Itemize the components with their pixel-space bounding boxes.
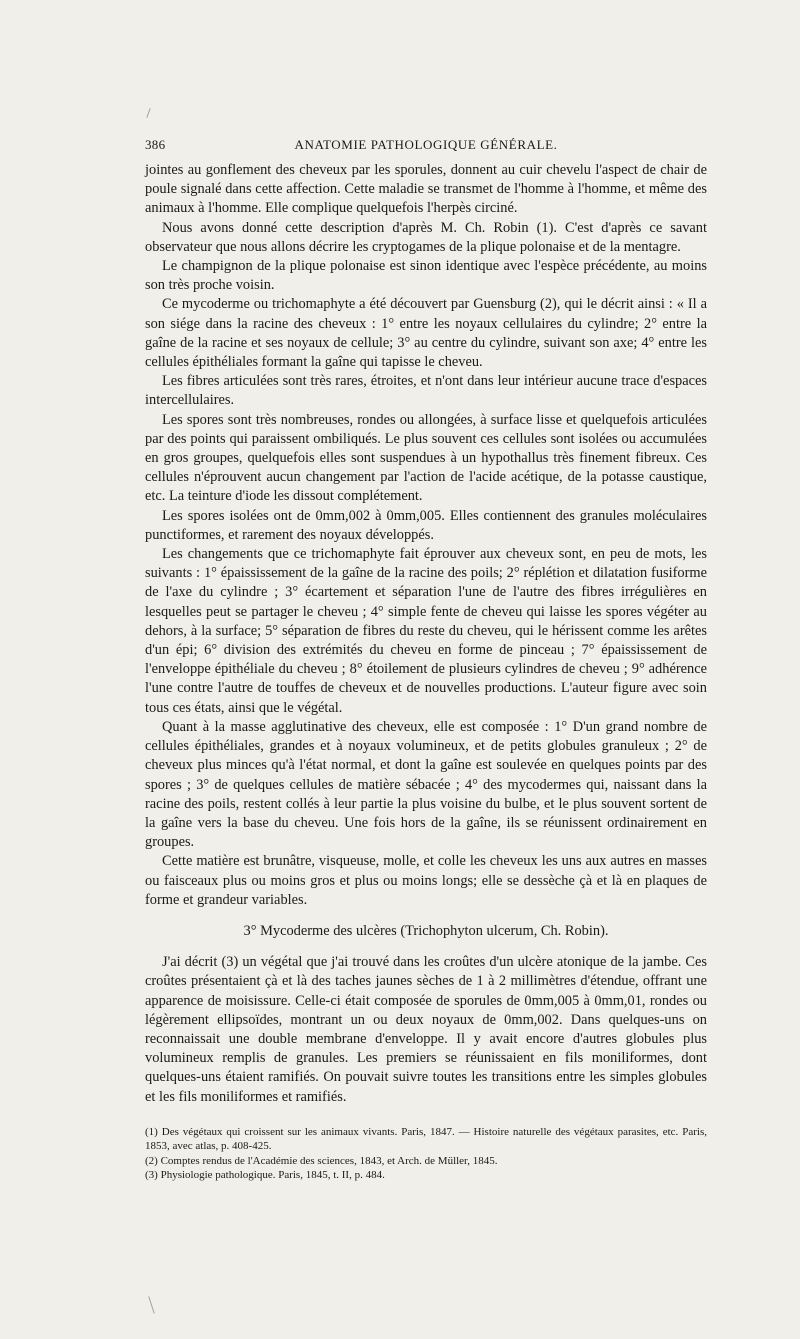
paragraph: jointes au gonflement des cheveux par les sporules, donnent au cuir chevelu l'aspect de chair de poule signalé dans cette affection. Cette maladie se transmet de l'homme à l'homme, et même des animaux à l'homme. Elle complique quelquefois l'herpès circiné. [145, 162, 707, 217]
footnote: (3) Physiologie pathologique. Paris, 1845, t. II, p. 484. [145, 1169, 385, 1182]
footnote: (2) Comptes rendus de l'Académie des sciences, 1843, et Arch. de Müller, 1845. [145, 1154, 498, 1167]
paragraph: J'ai décrit (3) un végétal que j'ai trouvé dans les croûtes d'un ulcère atonique de la jambe. Ces croûtes présentaient çà et là des taches jaunes sèches de 1 à 2 millimètres d'étendue, offrant une apparence de moisissure. Celle-ci était composée de sporules de 0mm,005 à 0mm,01, rondes ou légèrement ellipsoïdes, montrant un ou deux noyaux de 0mm,002. Dans quelques-uns on reconnaissait une double membrane d'enveloppe. Il y avait encore d'autres globules plus volumineux remplis de granules. Les premiers se réunissaient en fils moniliformes, dont quelques-uns étaient ramifiés. On pouvait suivre toutes les transitions entre les simples globules et les fils moniliformes et ramifiés. [145, 954, 707, 1105]
paragraph: Les spores sont très nombreuses, rondes ou allongées, à surface lisse et quelquefois articulées par des points qui paraissent ombiliqués. Le plus souvent ces cellules sont isolées ou accumulées en gros groupes, quelquefois elles sont suspendues à un hypothallus très finement fibreux. Ces cellules n'éprouvent aucun changement par l'action de l'acide acétique, de la potasse caustique, etc. La teinture d'iode les dissout complétement. [145, 411, 707, 505]
paragraph: Quant à la masse agglutinative des cheveux, elle est composée : 1° D'un grand nombre de cellules épithéliales, grandes et à noyaux volumineux, et de petits globules granuleux ; 2° de cheveux plus minces qu'à l'état normal, et dont la gaîne est soulevée en quelques points par des spores ; 3° de quelques cellules de matière sébacée ; 4° des mycodermes qui, naissant dans la racine des poils, restent collés à leur partie la plus voisine du bulbe, et le plus souvent sortent de la gaîne vers la base du cheveu. Une fois hors de la gaîne, ils se réunissent ordinairement en groupes. [145, 718, 707, 851]
paragraph: Nous avons donné cette description d'après M. Ch. Robin (1). C'est d'après ce savant observateur que nous allons décrire les cryptogames de la plique polonaise et de la mentagre. [145, 219, 707, 255]
scan-mark-bottom [148, 1296, 155, 1313]
footnote: (1) Des végétaux qui croissent sur les animaux vivants. Paris, 1847. — Histoire naturelle des végétaux parasites, etc. Paris, 1853, avec atlas, p. 408-425. [145, 1125, 707, 1153]
paragraph: Cette matière est brunâtre, visqueuse, molle, et colle les cheveux les uns aux autres en masses ou faisceaux plus ou moins gros et plus ou moins longs; elle se dessèche çà et là en plaques de forme et grandeur variables. [145, 853, 707, 908]
page-header [145, 134, 707, 156]
scan-mark-top [146, 108, 150, 118]
paragraph: Les changements que ce trichomaphyte fait éprouver aux cheveux sont, en peu de mots, les suivants : 1° épaississement de la gaîne de la racine des poils; 2° réplétion et dilatation fusiforme de l'axe du cylindre ; 3° écartement et séparation l'une de l'autre des fibres irrégulières en lesquelles peut se partager le cheveu ; 4° simple fente de cheveu qui laisse les spores végéter au dehors, à la surface; 5° séparation de fibres du reste du cheveu, qui le hérissent comme les arêtes d'un épi; 6° division des extrémités du cheveu en forme de pinceau ; 7° épaississement de l'enveloppe épithéliale du cheveu ; 8° étoilement de plusieurs cylindres de cheveu ; 9° adhérence l'une contre l'autre de touffes de cheveux et de nouvelles productions. L'auteur figure avec soin tous ces états, ainsi que le végétal. [145, 546, 707, 716]
page-number: 386 [145, 137, 166, 152]
footnotes [145, 1125, 707, 1183]
section-heading: 3° Mycoderme des ulcères (Trichophyton ulcerum, Ch. Robin). [243, 922, 609, 939]
paragraph: Le champignon de la plique polonaise est sinon identique avec l'espèce précédente, au moins son très proche voisin. [145, 258, 707, 294]
paragraph: Ce mycoderme ou trichomaphyte a été découvert par Guensburg (2), qui le décrit ainsi : « Il a son siége dans la racine des cheveux : 1° entre les noyaux cellulaires du cylindre; 2° entre la gaîne de la racine et ses noyaux de cellule; 3° au centre du cylindre, suivant son axe; 4° entre les cellules épithéliales formant la gaîne qui tapisse le cheveu. [145, 296, 707, 371]
paragraph: Les spores isolées ont de 0mm,002 à 0mm,005. Elles contiennent des granules moléculaires punctiformes, et rarement des noyaux développés. [145, 507, 707, 543]
body-text [145, 161, 707, 1183]
running-head: ANATOMIE PATHOLOGIQUE GÉNÉRALE. [294, 137, 558, 152]
paragraph: Les fibres articulées sont très rares, étroites, et n'ont dans leur intérieur aucune trace d'espaces intercellulaires. [145, 373, 707, 409]
